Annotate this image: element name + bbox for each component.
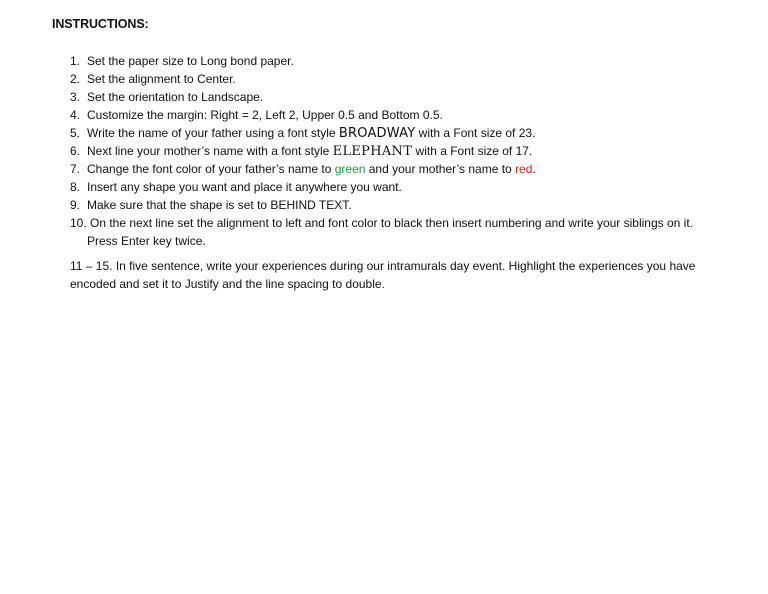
item-text [87,160,536,178]
item-number: 3. [70,90,81,104]
item-number: 1. [70,54,81,68]
item-text: On the next line set the alignment to left and font color to black then insert numbering and write your siblings on it. [90,216,694,230]
item-number: 10. [70,216,87,230]
item-text-before: Next line your mother’s name with a font style [87,144,333,158]
item-number: 6. [70,144,81,158]
item-text: Set the paper size to Long bond paper. [87,54,294,68]
instruction-paragraph: 11 – 15. In five sentence, write your experiences during our intramurals day event. Highlight the experiences you have encoded and set it to Justify and the line spacing to double. [70,259,696,291]
item-text-after: with a Font size of 17. [412,144,533,158]
item-number: 9. [70,198,81,212]
item-number: 2. [70,72,81,86]
font-name-broadway: BROADWAY [338,126,416,141]
item-text: Customize the margin: Right = 2, Left 2, Upper 0.5 and Bottom 0.5. [87,108,443,122]
item-text-before: Write the name of your father using a font style [87,126,339,140]
item-continuation-text: Press Enter key twice. [87,234,206,248]
item-text [87,124,535,143]
item-text: Set the alignment to Center. [87,72,236,86]
item-text-before: Change the font color of your father’s name to [87,162,335,176]
item-text-middle: and your mother’s name to [365,162,516,176]
item-number: 5. [70,126,81,140]
item-text: Set the orientation to Landscape. [87,90,264,104]
item-text: Make sure that the shape is set to BEHIND TEXT. [87,198,352,212]
instructions-heading: INSTRUCTIONS: [52,17,149,31]
item-text: Insert any shape you want and place it anywhere you want. [87,180,402,194]
color-word-green: green [334,162,366,176]
item-number: 7. [70,162,81,176]
font-name-elephant: ELEPHANT [332,144,413,159]
item-text [87,142,532,161]
color-word-red: red [515,162,533,176]
item-text-after: with a Font size of 23. [415,126,536,140]
item-number: 4. [70,108,81,122]
item-number: 8. [70,180,81,194]
item-text-after: . [532,162,536,176]
